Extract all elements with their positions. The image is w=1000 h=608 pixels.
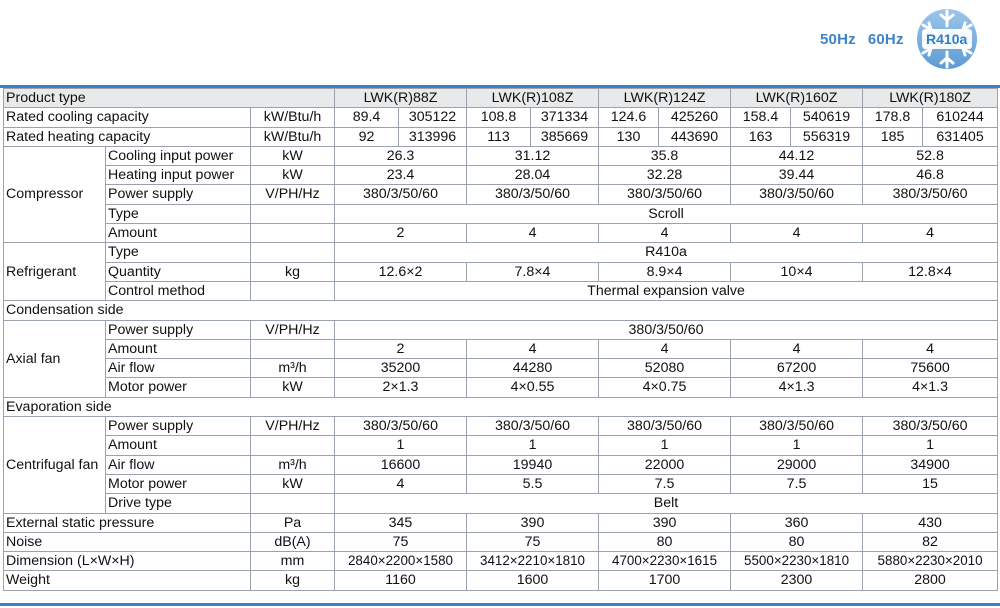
group-label: Compressor <box>4 146 106 242</box>
table-row <box>4 455 998 474</box>
cell: 556319 <box>791 127 863 146</box>
row-unit: V/PH/Hz <box>251 417 335 436</box>
cell: 380/3/50/60 <box>863 417 998 436</box>
cell: 305122 <box>399 108 467 127</box>
row-label: Cooling input power <box>106 146 251 165</box>
cell: 113 <box>467 127 531 146</box>
table-row <box>4 339 998 358</box>
cell: 2×1.3 <box>335 378 467 397</box>
row-label: Type <box>106 243 251 262</box>
row-label: Weight <box>4 571 251 590</box>
badge-60hz: 60Hz <box>867 30 904 48</box>
model-name: LWK(R)108Z <box>467 89 599 108</box>
cell: 380/3/50/60 <box>731 417 863 436</box>
cell: 4 <box>731 224 863 243</box>
cell: 5880×2230×2010 <box>863 552 998 571</box>
cell: 75 <box>335 532 467 551</box>
cell: 46.8 <box>863 166 998 185</box>
cell: 108.8 <box>467 108 531 127</box>
cell: 75 <box>467 532 599 551</box>
row-unit: m³/h <box>251 359 335 378</box>
table-row <box>4 571 998 590</box>
row-unit <box>251 224 335 243</box>
cell: 7.5 <box>731 474 863 493</box>
table-bottom-rule <box>0 603 1000 606</box>
cell: 4 <box>467 224 599 243</box>
cell: 4 <box>467 339 599 358</box>
cell: Thermal expansion valve <box>335 281 998 300</box>
row-unit: V/PH/Hz <box>251 320 335 339</box>
row-label: Dimension (L×W×H) <box>4 552 251 571</box>
row-label: Heating input power <box>106 166 251 185</box>
table-row <box>4 532 998 551</box>
cell: 1160 <box>335 571 467 590</box>
row-unit: V/PH/Hz <box>251 185 335 204</box>
cell: 1600 <box>467 571 599 590</box>
cell: 390 <box>467 513 599 532</box>
row-label: Motor power <box>106 474 251 493</box>
cell: 67200 <box>731 359 863 378</box>
cell: 4 <box>599 339 731 358</box>
cell: 380/3/50/60 <box>335 320 998 339</box>
cell: 12.6×2 <box>335 262 467 281</box>
row-label: Air flow <box>106 455 251 474</box>
cell: 12.8×4 <box>863 262 998 281</box>
cell: 380/3/50/60 <box>599 185 731 204</box>
cell: 1700 <box>599 571 731 590</box>
cell: 44.12 <box>731 146 863 165</box>
cell: 380/3/50/60 <box>335 185 467 204</box>
cell: 2 <box>335 339 467 358</box>
cell: 1 <box>467 436 599 455</box>
section-row <box>4 397 998 416</box>
row-label: Power supply <box>106 320 251 339</box>
row-unit: kW/Btu/h <box>251 108 335 127</box>
header-label: Product type <box>4 89 335 108</box>
cell: 2 <box>335 224 467 243</box>
cell: 425260 <box>659 108 731 127</box>
cell: 380/3/50/60 <box>731 185 863 204</box>
cell: 380/3/50/60 <box>467 185 599 204</box>
table-row <box>4 185 998 204</box>
cell: 4×1.3 <box>863 378 998 397</box>
row-label: Amount <box>106 224 251 243</box>
group-label: Centrifugal fan <box>4 417 106 513</box>
cell: 185 <box>863 127 923 146</box>
row-unit: kW <box>251 166 335 185</box>
cell: 540619 <box>791 108 863 127</box>
cell: 82 <box>863 532 998 551</box>
section-row <box>4 301 998 320</box>
row-unit: kW/Btu/h <box>251 127 335 146</box>
cell: 2840×2200×1580 <box>335 552 467 571</box>
row-label: Amount <box>106 339 251 358</box>
table-row <box>4 320 998 339</box>
cell: 2300 <box>731 571 863 590</box>
refrigerant-badge-label: R410a <box>926 31 968 47</box>
cell: 22000 <box>599 455 731 474</box>
frequency-badges <box>820 6 978 72</box>
table-row <box>4 243 998 262</box>
badge-50hz: 50Hz <box>820 30 856 48</box>
cell: 130 <box>599 127 659 146</box>
cell: 163 <box>731 127 791 146</box>
table-row <box>4 262 998 281</box>
cell: 4 <box>863 339 998 358</box>
cell: 610244 <box>923 108 998 127</box>
cell: 4 <box>731 339 863 358</box>
cell: 380/3/50/60 <box>599 417 731 436</box>
cell: 1 <box>599 436 731 455</box>
table-row <box>4 166 998 185</box>
cell: Belt <box>335 494 998 513</box>
cell: 16600 <box>335 455 467 474</box>
table-row <box>4 417 998 436</box>
cell: 80 <box>731 532 863 551</box>
model-name: LWK(R)180Z <box>863 89 998 108</box>
cell: 10×4 <box>731 262 863 281</box>
row-unit <box>251 494 335 513</box>
row-unit: kg <box>251 262 335 281</box>
row-unit: mm <box>251 552 335 571</box>
group-label: Refrigerant <box>4 243 106 301</box>
row-unit <box>251 281 335 300</box>
cell: 313996 <box>399 127 467 146</box>
table-row <box>4 127 998 146</box>
cell: 178.8 <box>863 108 923 127</box>
refrigerant-badge <box>916 6 978 72</box>
row-label: Noise <box>4 532 251 551</box>
cell: 32.28 <box>599 166 731 185</box>
row-unit <box>251 339 335 358</box>
cell: 80 <box>599 532 731 551</box>
cell: 39.44 <box>731 166 863 185</box>
cell: 92 <box>335 127 399 146</box>
cell: 7.5 <box>599 474 731 493</box>
row-unit: Pa <box>251 513 335 532</box>
cell: 4 <box>599 224 731 243</box>
cell: 1 <box>863 436 998 455</box>
cell: 2800 <box>863 571 998 590</box>
group-label: Axial fan <box>4 320 106 397</box>
cell: 380/3/50/60 <box>467 417 599 436</box>
table-row <box>4 513 998 532</box>
cell: 89.4 <box>335 108 399 127</box>
row-label: Power supply <box>106 185 251 204</box>
row-label: Control method <box>106 281 251 300</box>
row-unit: dB(A) <box>251 532 335 551</box>
cell: 35.8 <box>599 146 731 165</box>
cell: 4×0.55 <box>467 378 599 397</box>
row-unit <box>251 204 335 223</box>
table-row <box>4 552 998 571</box>
row-unit <box>251 243 335 262</box>
cell: 1 <box>335 436 467 455</box>
model-name: LWK(R)124Z <box>599 89 731 108</box>
cell: 23.4 <box>335 166 467 185</box>
table-row <box>4 436 998 455</box>
model-name: LWK(R)160Z <box>731 89 863 108</box>
model-name: LWK(R)88Z <box>335 89 467 108</box>
cell: 385669 <box>531 127 599 146</box>
cell: 7.8×4 <box>467 262 599 281</box>
row-unit: kW <box>251 146 335 165</box>
row-unit: m³/h <box>251 455 335 474</box>
row-label: Rated heating capacity <box>4 127 251 146</box>
cell: 26.3 <box>335 146 467 165</box>
cell: 158.4 <box>731 108 791 127</box>
table-row <box>4 281 998 300</box>
cell: 31.12 <box>467 146 599 165</box>
cell: 360 <box>731 513 863 532</box>
cell: 4 <box>335 474 467 493</box>
section-label: Evaporation side <box>4 397 998 416</box>
section-label: Condensation side <box>4 301 998 320</box>
cell: 52080 <box>599 359 731 378</box>
cell: 8.9×4 <box>599 262 731 281</box>
cell: 4×0.75 <box>599 378 731 397</box>
cell: 29000 <box>731 455 863 474</box>
table-row <box>4 474 998 493</box>
cell: 380/3/50/60 <box>335 417 467 436</box>
cell: 371334 <box>531 108 599 127</box>
cell: 390 <box>599 513 731 532</box>
row-label: Motor power <box>106 378 251 397</box>
cell: 4 <box>863 224 998 243</box>
cell: 19940 <box>467 455 599 474</box>
row-label: Type <box>106 204 251 223</box>
table-row <box>4 146 998 165</box>
cell: 4×1.3 <box>731 378 863 397</box>
cell: 631405 <box>923 127 998 146</box>
cell: Scroll <box>335 204 998 223</box>
cell: 75600 <box>863 359 998 378</box>
row-unit: kg <box>251 571 335 590</box>
cell: 345 <box>335 513 467 532</box>
cell: 44280 <box>467 359 599 378</box>
table-row <box>4 494 998 513</box>
cell: 5.5 <box>467 474 599 493</box>
row-unit: kW <box>251 378 335 397</box>
cell: 430 <box>863 513 998 532</box>
row-label: Drive type <box>106 494 251 513</box>
row-unit <box>251 436 335 455</box>
cell: 5500×2230×1810 <box>731 552 863 571</box>
table-row <box>4 224 998 243</box>
table-row <box>4 378 998 397</box>
table-row <box>4 204 998 223</box>
cell: 1 <box>731 436 863 455</box>
header-row <box>4 89 998 108</box>
row-unit: kW <box>251 474 335 493</box>
row-label: Rated cooling capacity <box>4 108 251 127</box>
table-row <box>4 108 998 127</box>
cell: 15 <box>863 474 998 493</box>
row-label: Amount <box>106 436 251 455</box>
cell: 124.6 <box>599 108 659 127</box>
cell: R410a <box>335 243 998 262</box>
cell: 3412×2210×1810 <box>467 552 599 571</box>
spec-table <box>3 88 998 591</box>
table-row <box>4 359 998 378</box>
cell: 52.8 <box>863 146 998 165</box>
row-label: Quantity <box>106 262 251 281</box>
cell: 34900 <box>863 455 998 474</box>
row-label: External static pressure <box>4 513 251 532</box>
cell: 443690 <box>659 127 731 146</box>
row-label: Power supply <box>106 417 251 436</box>
cell: 4700×2230×1615 <box>599 552 731 571</box>
row-label: Air flow <box>106 359 251 378</box>
cell: 35200 <box>335 359 467 378</box>
cell: 28.04 <box>467 166 599 185</box>
cell: 380/3/50/60 <box>863 185 998 204</box>
